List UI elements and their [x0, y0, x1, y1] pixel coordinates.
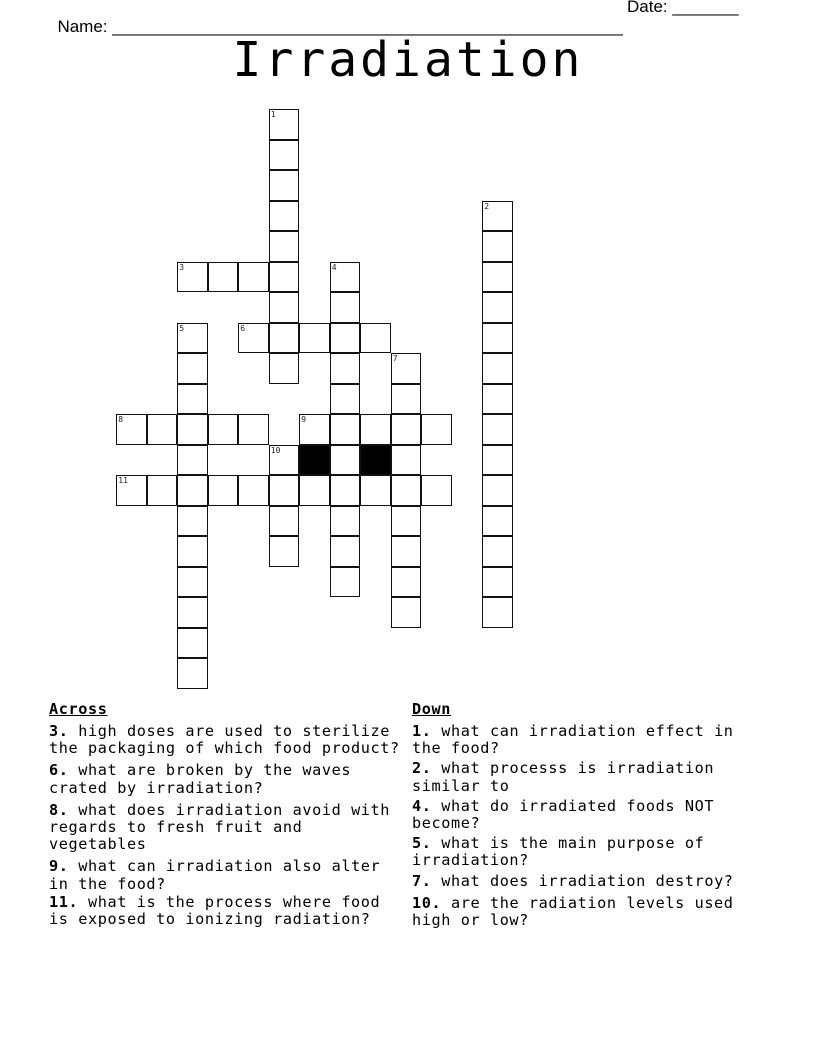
- grid-cell[interactable]: [116, 414, 147, 445]
- cell-number: 5: [179, 323, 185, 333]
- grid-cell[interactable]: [177, 475, 208, 506]
- grid-cell[interactable]: [208, 262, 239, 293]
- grid-cell[interactable]: [482, 445, 513, 476]
- grid-cell[interactable]: [208, 414, 239, 445]
- clue-down-10: [412, 895, 772, 929]
- grid-cell[interactable]: [391, 353, 422, 384]
- grid-cell[interactable]: [482, 323, 513, 354]
- clue-number: 5.: [412, 834, 432, 853]
- clue-number: 1.: [412, 722, 432, 740]
- clue-number: 4.: [412, 796, 432, 815]
- clue-text: what processs is irradiation similar to: [412, 759, 715, 795]
- grid-cell[interactable]: [208, 475, 239, 506]
- clue-number: 6.: [49, 761, 69, 780]
- grid-cell[interactable]: [177, 445, 208, 476]
- grid-cell[interactable]: [330, 353, 361, 384]
- grid-cell[interactable]: [391, 384, 422, 415]
- cell-number: 11: [118, 476, 128, 486]
- grid-cell[interactable]: [330, 536, 361, 567]
- grid-cell[interactable]: [269, 292, 300, 323]
- grid-cell[interactable]: [299, 414, 330, 445]
- across-heading: Across: [49, 700, 108, 718]
- grid-cell[interactable]: [269, 536, 300, 567]
- grid-cell[interactable]: [269, 109, 300, 140]
- cell-number: 1: [270, 110, 276, 120]
- grid-cell[interactable]: [391, 597, 422, 628]
- cell-number: 6: [240, 323, 246, 333]
- clue-number: 3.: [49, 722, 69, 740]
- grid-cell[interactable]: [269, 262, 300, 293]
- grid-cell[interactable]: [330, 475, 361, 506]
- black-cell: [299, 445, 330, 476]
- clue-text: what is the main purpose of irradiation?: [412, 834, 705, 870]
- name-field-label[interactable]: Name: ______________________________________________________: [57, 17, 623, 36]
- grid-cell[interactable]: [177, 323, 208, 354]
- clue-number: 10.: [412, 893, 442, 912]
- grid-cell[interactable]: [391, 506, 422, 537]
- clue-across-8: [49, 802, 409, 854]
- clue-down-4: [412, 798, 772, 832]
- grid-cell[interactable]: [269, 475, 300, 506]
- clue-number: 11.: [49, 892, 79, 911]
- cell-number: 9: [301, 415, 307, 425]
- grid-cell[interactable]: [147, 475, 178, 506]
- clue-text: what can irradiation effect in the food?: [412, 722, 734, 758]
- grid-cell[interactable]: [147, 414, 178, 445]
- grid-cell[interactable]: [482, 414, 513, 445]
- clue-text: what are broken by the waves crated by irradiation?: [49, 761, 352, 797]
- grid-cell[interactable]: [391, 475, 422, 506]
- grid-cell[interactable]: [177, 597, 208, 628]
- grid-cell[interactable]: [238, 475, 269, 506]
- clue-down-1: [412, 723, 772, 757]
- clue-across-6: [49, 762, 409, 796]
- cell-number: 10: [270, 445, 281, 455]
- grid-cell[interactable]: [177, 536, 208, 567]
- grid-cell[interactable]: [482, 292, 513, 323]
- date-field-label[interactable]: Date: _______: [627, 0, 739, 16]
- grid-cell[interactable]: [482, 353, 513, 384]
- clue-down-5: [412, 835, 772, 869]
- grid-cell[interactable]: [269, 170, 300, 201]
- across-clues: [49, 699, 409, 933]
- clue-number: 2.: [412, 759, 432, 778]
- clue-text: are the radiation levels used high or low?: [412, 893, 734, 930]
- grid-cell[interactable]: [238, 262, 269, 293]
- grid-cell[interactable]: [360, 475, 391, 506]
- clue-across-9: [49, 858, 409, 892]
- grid-cell[interactable]: [177, 262, 208, 293]
- page-title: Irradiation: [232, 32, 584, 88]
- clue-down-2: [412, 760, 772, 794]
- grid-cell[interactable]: [421, 414, 452, 445]
- down-heading: Down: [412, 700, 451, 718]
- grid-cell[interactable]: [299, 323, 330, 354]
- grid-cell[interactable]: [330, 414, 361, 445]
- grid-cell[interactable]: [269, 506, 300, 537]
- clue-across-11: [49, 894, 409, 928]
- grid-cell[interactable]: [330, 262, 361, 293]
- grid-cell[interactable]: [391, 445, 422, 476]
- black-cell: [360, 445, 391, 476]
- grid-cell[interactable]: [238, 323, 269, 354]
- cell-number: 7: [392, 354, 398, 364]
- grid-cell[interactable]: [177, 353, 208, 384]
- clue-number: 8.: [49, 800, 69, 819]
- grid-cell[interactable]: [269, 323, 300, 354]
- grid-cell[interactable]: [177, 628, 208, 659]
- down-clues: [412, 699, 772, 934]
- clue-text: what does irradiation destroy?: [431, 871, 734, 890]
- clue-text: what does irradiation avoid with regards to fresh fruit and vegetables: [49, 800, 391, 854]
- clue-text: what is the process where food is exposed to ionizing radiation?: [49, 892, 381, 929]
- grid-cell[interactable]: [330, 445, 361, 476]
- grid-cell[interactable]: [482, 597, 513, 628]
- grid-cell[interactable]: [269, 140, 300, 171]
- grid-cell[interactable]: [482, 536, 513, 567]
- clue-text: what can irradiation also alter in the food?: [49, 857, 381, 893]
- grid-cell[interactable]: [482, 475, 513, 506]
- clue-number: 7.: [412, 871, 432, 890]
- grid-cell[interactable]: [482, 262, 513, 293]
- grid-cell[interactable]: [330, 323, 361, 354]
- grid-cell[interactable]: [269, 201, 300, 232]
- grid-cell[interactable]: [482, 384, 513, 415]
- clue-text: what do irradiated foods NOT become?: [412, 796, 715, 833]
- grid-cell[interactable]: [330, 292, 361, 323]
- grid-cell[interactable]: [269, 231, 300, 262]
- clue-across-3: [49, 723, 409, 757]
- grid-cell[interactable]: [177, 506, 208, 537]
- grid-cell[interactable]: [391, 536, 422, 567]
- grid-cell[interactable]: [330, 567, 361, 598]
- grid-cell[interactable]: [177, 658, 208, 689]
- clue-text: high doses are used to sterilize the packaging of which food product?: [49, 722, 400, 758]
- grid-cell[interactable]: [299, 475, 330, 506]
- grid-cell[interactable]: [330, 506, 361, 537]
- grid-cell[interactable]: [177, 414, 208, 445]
- grid-cell[interactable]: [360, 414, 391, 445]
- cell-number: 2: [484, 201, 490, 211]
- grid-cell[interactable]: [330, 384, 361, 415]
- grid-cell[interactable]: [391, 567, 422, 598]
- cell-number: 3: [179, 262, 185, 272]
- grid-cell[interactable]: [360, 323, 391, 354]
- cell-number: 4: [331, 262, 337, 272]
- grid-cell[interactable]: [116, 475, 147, 506]
- grid-cell[interactable]: [269, 445, 300, 476]
- grid-cell[interactable]: [391, 414, 422, 445]
- grid-cell[interactable]: [482, 506, 513, 537]
- grid-cell[interactable]: [238, 414, 269, 445]
- grid-cell[interactable]: [482, 231, 513, 262]
- grid-cell[interactable]: [177, 567, 208, 598]
- grid-cell[interactable]: [482, 567, 513, 598]
- grid-cell[interactable]: [482, 201, 513, 232]
- cell-number: 8: [118, 415, 124, 425]
- clue-number: 9.: [49, 857, 69, 876]
- grid-cell[interactable]: [269, 353, 300, 384]
- grid-cell[interactable]: [421, 475, 452, 506]
- clue-down-7: [412, 873, 772, 890]
- grid-cell[interactable]: [177, 384, 208, 415]
